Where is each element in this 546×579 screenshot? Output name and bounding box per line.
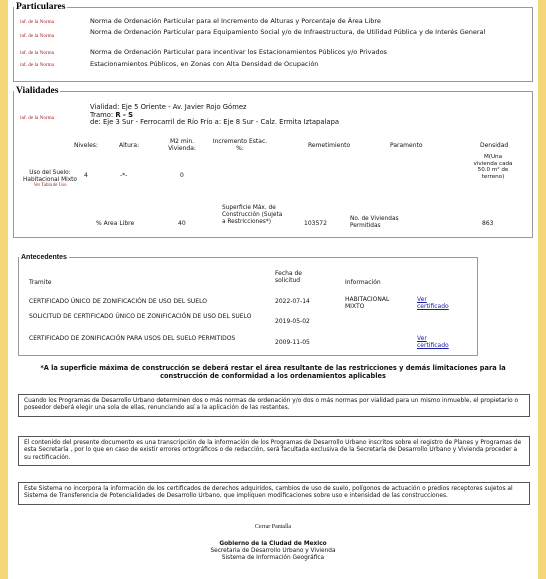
tramite-3: CERTIFICADO DE ZONIFICACIÓN PARA USOS DEL SUELO PERMITIDOS (29, 335, 236, 342)
header-niveles: Niveles: (74, 142, 98, 149)
transcription-note-box: El contenido del presente documento es una transcripción de la información de los Programas de Desarrollo Urbano inscritos sobre el registro de Planes y Programas de esta Secretaría , por lo que en caso de existir errores ortográficos o de redacción, será facultada exclusiva de la Secretaría de Desarrollo Urbano y Vivienda proceder a su rectificación. (18, 436, 530, 466)
close-screen-button[interactable]: Cerrar Pantalla (254, 524, 292, 530)
tramo-value: R - S (115, 110, 134, 119)
tramite-1: CERTIFICADO ÚNICO DE ZONIFICACIÓN DE USO DEL SUELO (29, 298, 207, 305)
normas-note-box: Cuando los Programas de Desarrollo Urbano determinen dos o más normas de ordenación y/o dos o más normas por vialidad para un mismo inmueble, el propietario o poseedor deberá elegir una sola de ellas, renunciando así a la aplicación de las restantes. (18, 394, 530, 417)
superficie-label: Superficie Máx. de Construcción (Sujeta a Restricciones*) (222, 205, 283, 225)
fecha-2: 2019-05-02 (275, 318, 310, 325)
antecedentes-section (18, 254, 478, 356)
vialidades-section (13, 86, 533, 238)
header-densidad: Densidad (480, 142, 509, 149)
vialidades-legend: Vialidades (16, 86, 59, 96)
fecha-1: 2022-07-14 (275, 298, 310, 305)
norma-text-4: Estacionamientos Públicos, en Zonas con Alta Densidad de Ocupación (90, 60, 319, 68)
vialidad-description (90, 104, 339, 127)
area-libre-value: 40 (178, 220, 186, 227)
header-fecha: Fecha de solicitud (275, 270, 302, 284)
particulares-legend: Particulares (16, 2, 66, 12)
restrictions-notice: *A la superficie máxima de construcción se deberá restar el área resultante de las restricciones y demás limitaciones para la construcción de conformidad a los ordenamientos aplicables (40, 364, 506, 380)
fecha-3: 2009-11-05 (275, 339, 310, 346)
num-viviendas-label: No. de Viviendas Permitidas (350, 216, 399, 229)
tramite-2: SOLICITUD DE CERTIFICADO ÚNICO DE ZONIFICACIÓN DE USO DEL SUELO (29, 313, 252, 320)
tramo-range: de: Eje 3 Sur - Ferrocarril de Río Frío a: Eje 8 Sur - Calz. Ermita Iztapalapa (90, 118, 340, 127)
ver-tabla-link[interactable]: Ver Tabla de Uso (33, 183, 67, 189)
page-content (8, 0, 538, 579)
particulares-section (13, 2, 533, 82)
footer-sistema: Sistema de Información Geográfica (221, 554, 325, 561)
footer-secretaria: Secretaria de Desarrollo Urbano y Vivienda (210, 547, 336, 554)
area-libre-label: % Area Libre (96, 220, 135, 227)
header-m2min: M2 min. Vivienda: (168, 138, 196, 152)
norma-info-link-2[interactable]: inf. de la Norma (20, 33, 54, 39)
norma-info-link-1[interactable]: inf. de la Norma (20, 19, 54, 25)
header-paramento: Paramento (390, 142, 423, 149)
niveles-value: 4 (84, 172, 88, 179)
footer (8, 541, 538, 561)
m2min-value: 0 (180, 172, 184, 179)
ver-certificado-link-2[interactable]: Ver certificado (417, 335, 449, 349)
altura-value: -*- (120, 172, 128, 179)
info-1: HABITACIONAL MIXTO (345, 296, 390, 310)
header-altura: Altura: (119, 142, 140, 149)
ver-certificado-link-1[interactable]: Ver certificado (417, 296, 449, 310)
norma-text-3: Norma de Ordenación Particular para incentivar los Estacionamientos Públicos y/o Privados (90, 48, 387, 56)
footer-gov: Gobierno de la Ciudad de Mexico (219, 541, 327, 547)
header-informacion: Información (345, 279, 381, 286)
num-viviendas-value: 863 (482, 220, 494, 227)
densidad-value: M(Una vivienda cada 50.0 m² de terreno) (473, 154, 513, 180)
header-remetimiento: Remetimiento (308, 142, 351, 149)
norma-info-link-3[interactable]: inf. de la Norma (20, 50, 54, 56)
uso-suelo-label: Uso del Suelo: Habitacional Mixto (23, 170, 77, 183)
system-note-box: Este Sistema no incorpora la información de los certificados de derechos adquiridos, cambios de uso de suelo, polígonos de actuación o predios receptores sujetos al Sistema de Transferencia de Potencialidades de Desarrollo Urbano, que impliquen modificaciones sobre uso e intensidad de las construcciones. (18, 482, 530, 505)
norma-text-2: Norma de Ordenación Particular para Equipamiento Social y/o de Infraestructura, de Utilidad Pública y de Interés General (90, 28, 486, 36)
vialidad-name: Vialidad: Eje 5 Oriente - Av. Javier Rojo Gómez (90, 103, 247, 111)
norma-info-link-4[interactable]: inf. de la Norma (20, 62, 54, 68)
vialidad-info-link[interactable]: inf. de la Norma (20, 115, 54, 121)
superficie-value: 103572 (304, 220, 327, 227)
header-tramite: Tramite (29, 279, 52, 286)
antecedentes-legend: Antecedentes (21, 254, 67, 261)
header-incremento: Incremento Estac. %: (212, 138, 268, 152)
tramo-label: Tramo: (90, 110, 114, 119)
uso-suelo-cell (20, 170, 80, 190)
norma-text-1: Norma de Ordenación Particular para el Incremento de Alturas y Porcentaje de Área Libre (90, 17, 381, 25)
